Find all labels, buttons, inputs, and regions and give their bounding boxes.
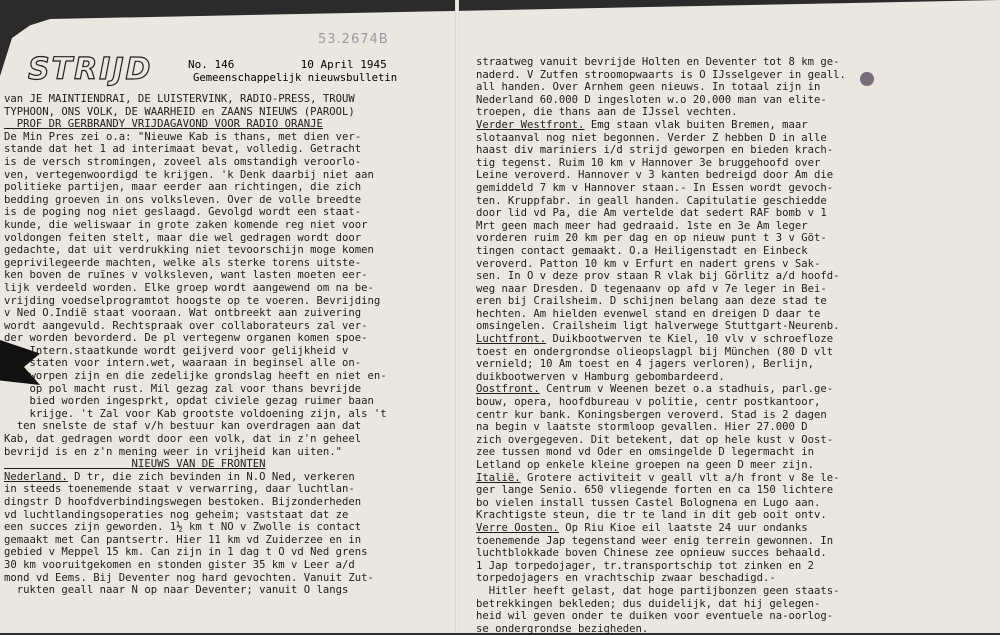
left-text-line: kunde, die weliswaar in grote zaken komende reg niet voor (4, 218, 368, 231)
left-text-line: vrijding voedselprogramtot hoogste op te voeren. Bevrijding (4, 294, 381, 307)
left-text-line: dingstr D hoofdverbindingswegen bestoken. Bijzonderheden (4, 496, 362, 508)
left-text-line: NIEUWS VAN DE FRONTEN (4, 458, 266, 471)
right-text-line: tig tegenst. Ruim 10 km v Hannover 3e bruggehoofd over (476, 156, 821, 169)
right-text-line: toest en ondergrondse olieopslagpl bij München (80 D vlt (476, 345, 834, 358)
right-text-line: Oostfront. Centrum v Weenen bezet o.a stadhuis, parl.ge- (476, 383, 834, 396)
right-text-line: betrekkingen bekleden; dus duidelijk, dat hij gelegen- (476, 597, 821, 610)
right-text-line: haast div mariniers i/d strijd geworpen en bieden krach- (476, 144, 834, 157)
ink-blot (0, 0, 20, 22)
left-text-line: geprivilegeerde machten, welke als sterke torens uitste- (4, 256, 362, 269)
right-text-line: zich overgegeven. Dit betekent, dat op hele kust v Oost- (476, 433, 834, 446)
left-text-line: gebied v Meppel 15 km. Can zijn in 1 dag t O vd Ned grens (4, 546, 368, 559)
right-text-line: hechten. Am hielden evenwel stand en dreigen D daar te (476, 307, 821, 320)
issue-date: 10 April 1945 (300, 58, 387, 71)
left-column (4, 93, 452, 597)
right-text-line: omsingelen. Crailsheim ligt halverwege Stuttgart-Neurenb. (476, 320, 840, 333)
right-text-line: ger lange Senio. 650 vliegende forten en ca 150 lichtere (476, 484, 834, 497)
left-text-line: bied worden ingesprkt, opdat civiele gezag ruimer baan (4, 395, 374, 408)
right-text-line: Mrt geen mach meer had gedraaid. 1ste en 3e Am leger (476, 219, 808, 232)
right-text-line: bo vielen install tussen Castel Bolognena en Lugo aan. (476, 496, 821, 509)
left-text-line: krijge. 't Zal voor Kab grootste voldoening zijn, als 't (4, 407, 387, 420)
left-text-line: rukten geall naar N op naar Deventer; vanuit O langs (4, 584, 349, 597)
right-text-line: veroverd. Patton 10 km v Erfurt en nadert grens v Sak- (476, 257, 821, 270)
right-text-line: heid wil geven onder te duiken voor eventuele na-oorlog- (476, 610, 834, 623)
right-text-line: troepen, die thans aan de IJssel vechten. (476, 106, 738, 119)
left-text-line: in steeds toenemende staat v verwarring, daar luchtlan- (4, 483, 355, 496)
right-text-line: gemiddeld 7 km v Hannover staan.- In Essen wordt gevoch- (476, 181, 834, 194)
tagline: Gemeenschappelijk nieuwsbulletin (193, 72, 398, 84)
right-text-line: Letland op enkele kleine groepen na geen D meer zijn. (476, 459, 815, 471)
left-text-line: lijk verdeeld worden. Elke groep wordt aangewend om na be- (4, 281, 374, 294)
right-text-line: se ondergrondse bezigheden. (476, 622, 649, 635)
left-text-line: PROF DR GERBRANDY VRIJDAGAVOND VOOR RADIO ORANJE (4, 118, 323, 131)
right-text-line: Nederland 60.000 D ingesloten w.o 20.000 man van elite- (476, 93, 827, 106)
left-text-line: ven, vertegenwoordigd te krijgen. 'k Denk daarbij niet aan (4, 168, 374, 181)
left-text-line: gedachte, dat uit verdrukking niet tevoorschijn moge komen (4, 244, 374, 257)
right-text-line: Verder Westfront. Emg staan vlak buiten Bremen, maar (476, 118, 808, 131)
right-text-line: ten. Kruppfabr. in geall handen. Capitulatie geschiedde (476, 194, 827, 207)
right-text-line: Verre Oosten. Op Riu Kioe eil laatste 24 uur ondanks (476, 521, 808, 534)
left-text-line: ten snelste de staf v/h bestuur kan overdragen aan dat (4, 420, 362, 433)
right-text-line: Hitler heeft gelast, dat hoge partijbonzen geen staats- (476, 584, 840, 597)
left-text-line: op pol macht rust. Mil gezag zal voor thans bevrijde (4, 382, 362, 395)
left-text-line: is de poging nog niet geslaagd. Gevolgd wordt een staat- (4, 206, 362, 219)
right-text-line: eren bij Crailsheim. D schijnen belang aan deze stad te (476, 295, 827, 308)
left-text-line: van JE MAINTIENDRAI, DE LUISTERVINK, RADIO-PRESS, TROUW (4, 93, 355, 105)
right-text-line: tingen contact gemaakt. O.a Heiligenstadt en Einbeck (476, 244, 808, 257)
right-text-line: toenemende Jap tegenstand weer enig terrein gewonnen. In (476, 534, 834, 547)
archive-pencil-note: 53.2674B (318, 32, 389, 47)
right-text-line: straatweg vanuit bevrijde Holten en Deventer tot 8 km ge- (476, 56, 840, 68)
right-text-line: slotaanval nog niet begonnen. Verder Z hebben D in alle (476, 131, 827, 144)
left-text-line: Nederland. D tr, die zich bevinden in N.O Ned, verkeren (4, 470, 355, 483)
right-text-line: naderd. V Zutfen stroomopwaarts is O IJsselgever in geall. (476, 68, 846, 81)
left-text-line: De Min Pres zei o.a: "Nieuwe Kab is thans, met dien ver- (4, 130, 362, 143)
left-text-line: mond vd Eems. Bij Deventer nog hard gevochten. Vanuit Zut- (4, 571, 374, 584)
right-text-line: na begin v laatste stormloop gevallen. Hier 27.000 D (476, 421, 808, 434)
right-text-line: vorderen ruim 20 km per dag en op nieuw punt t 3 v Göt- (476, 232, 827, 245)
right-text-line: door lid vd Pa, die Am vertelde dat sedert RAF bomb v 1 (476, 207, 827, 220)
issue-line (188, 58, 387, 71)
left-text-line: bevrijd is en z'n mening weer in vrijheid kan uiten." (4, 445, 343, 458)
left-text-line: een succes zijn geworden. 1½ km t NO v Zwolle is contact (4, 521, 362, 534)
left-text-line: Kab, dat gedragen wordt door een volk, dat in z'n geheel (4, 433, 362, 446)
right-text-line: centr kur bank. Koningsbergen veroverd. Stad is 2 dagen (476, 408, 827, 421)
left-text-line: TYPHOON, ONS VOLK, DE WAARHEID en ZAANS NIEUWS (PAROOL) (4, 105, 355, 118)
right-text-line: vernield; 10 Am toest en 4 jagers verloren), Berlijn, (476, 358, 815, 371)
left-text-line: staten voor intern.wet, waaraan in beginsel alle on- (4, 357, 362, 370)
right-text-line: bouw, opera, hoofdbureau v politie, centr postkantoor, (476, 396, 821, 409)
right-text-line: weg naar Dresden. D tegenaanv op afd v 7e leger in Bei- (476, 282, 827, 295)
right-text-line: 1 Jap torpedojager, tr.transportschip tot zinken en 2 (476, 559, 815, 572)
left-text-line: Intern.staatkunde wordt geijverd voor gelijkheid v (4, 344, 349, 357)
right-text-line: zee tussen mond vd Oder en omsingelde D legermacht in (476, 446, 815, 459)
left-text-line: v Ned O.Indië staat vooraan. Wat ontbreekt aan zuivering (4, 307, 362, 320)
left-text-line: voldongen feiten stelt, maar die wel gedragen wordt door (4, 231, 362, 244)
left-text-line: wordt aangevuld. Rechtspraak over collaborateurs zal ver- (4, 319, 368, 332)
right-text-line: Leine veroverd. Hannover v 3 kanten bedreigd door Am die (476, 169, 834, 182)
left-text-line: worpen zijn en die zedelijke grondslag heeft en niet en- (4, 370, 387, 383)
left-text-line: vd luchtlandingsoperaties nog geheim; vaststaat dat ze (4, 508, 349, 521)
left-text-line: politieke partijen, maar eerder aan richtingen, die zich (4, 181, 362, 194)
right-column (476, 56, 996, 635)
right-text-line: luchtblokkade boven Chinese zee opnieuw succes behaald. (476, 547, 827, 560)
right-text-line: all handen. Over Arnhem geen nieuws. In totaal zijn in (476, 81, 821, 94)
right-text-line: sen. In O v deze prov staan R vlak bij Görlitz a/d hoofd- (476, 270, 840, 283)
left-text-line: stande dat het 1 ad interimaat bevat, volledig. Getracht (4, 143, 362, 156)
left-text-line: 30 km vooruitgekomen en stonden gister 35 km v Leer a/d (4, 558, 355, 571)
right-text-line: Luchtfront. Duikbootwerven te Kiel, 10 vlv v schroefloze (476, 333, 834, 346)
page-fold (455, 0, 459, 633)
left-text-line: ken boven de ruïnes v volksleven, want lasten moeten eer- (4, 269, 368, 282)
newspaper-logo: STRIJD (28, 52, 153, 87)
right-text-line: torpedojagers en vrachtschip zwaar beschadigd.- (476, 572, 776, 585)
right-text-line: duikbootwerven v Hamburg gebombardeerd. (476, 370, 725, 383)
left-text-line: der worden bevorderd. De pl vertegenw organen komen spoe- (4, 332, 368, 345)
issue-number: No. 146 (188, 58, 235, 71)
right-text-line: Krachtigste steun, die tr te land in dit geb ooit ontv. (476, 509, 827, 522)
left-text-line: is de versch stromingen, zoveel als omstandigh veroorlo- (4, 155, 362, 168)
left-text-line: gemaakt met Can pantsertr. Hier 11 km vd Zuiderzee en in (4, 533, 362, 546)
left-text-line: bedding groeven in ons volksleven. Over de volle breedte (4, 193, 362, 206)
right-text-line: Italië. Grotere activiteit v geall vlt a/h front v 8e le- (476, 471, 840, 484)
